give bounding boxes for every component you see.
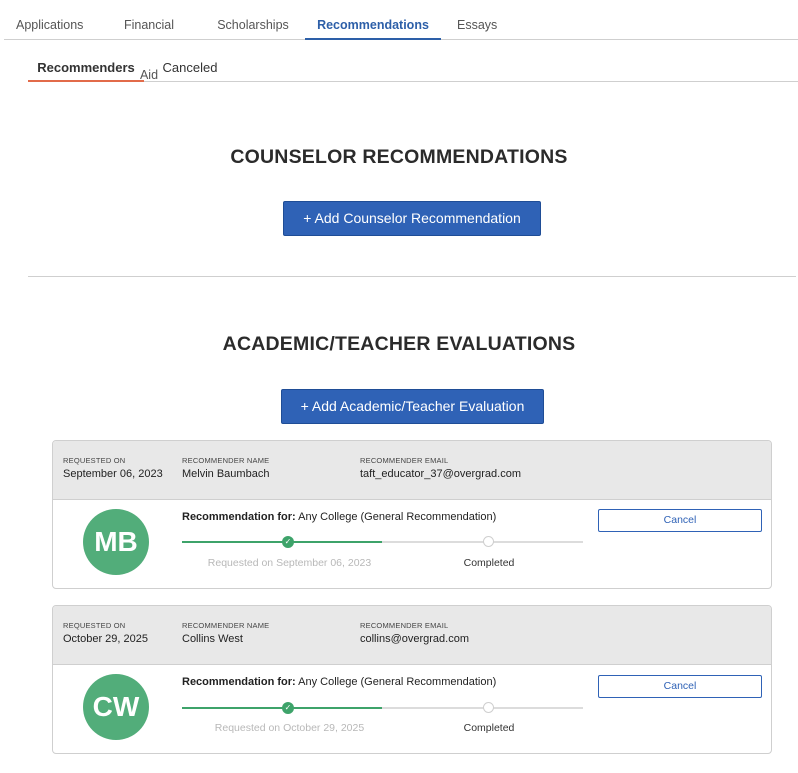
recommender-email-label: RECOMMENDER EMAIL — [360, 621, 449, 630]
recommender-name-value: Collins West — [182, 633, 243, 645]
recommender-name-label: RECOMMENDER NAME — [182, 621, 270, 630]
tab-recommendations[interactable]: Recommendations — [305, 0, 441, 40]
requested-on-label: REQUESTED ON — [63, 621, 126, 630]
check-icon: ✓ — [282, 536, 294, 548]
recommendation-for-value: Any College (General Recommendation) — [298, 676, 497, 688]
progress-track — [182, 537, 583, 546]
cancel-button[interactable]: Cancel — [598, 509, 762, 532]
avatar: MB — [83, 509, 149, 575]
avatar: CW — [83, 674, 149, 740]
recommender-email-label: RECOMMENDER EMAIL — [360, 456, 449, 465]
recommendation-for — [182, 511, 496, 523]
tab-financial-aid[interactable]: Financial Aid — [123, 18, 175, 82]
academic-section-title: ACADEMIC/TEACHER EVALUATIONS — [222, 333, 576, 355]
subtab-recommenders[interactable]: Recommenders — [28, 52, 144, 82]
cancel-button[interactable]: Cancel — [598, 675, 762, 698]
completed-step-label: Completed — [463, 557, 515, 569]
completed-step-label: Completed — [463, 722, 515, 734]
add-academic-evaluation-button[interactable]: + Add Academic/Teacher Evaluation — [281, 389, 544, 424]
sub-nav-tabs — [28, 52, 798, 82]
card-header — [53, 441, 771, 500]
tab-applications[interactable]: Applications — [16, 18, 84, 32]
recommender-name-label: RECOMMENDER NAME — [182, 456, 270, 465]
tab-essays[interactable]: Essays — [457, 18, 498, 32]
pending-step-icon — [483, 536, 494, 547]
section-divider — [28, 276, 796, 277]
requested-on-value: October 29, 2025 — [63, 633, 149, 645]
recommendation-for — [182, 676, 496, 688]
card-header — [53, 606, 771, 665]
subtab-canceled[interactable]: Canceled — [162, 60, 218, 75]
recommender-name-value: Melvin Baumbach — [182, 468, 270, 480]
requested-step-label: Requested on September 06, 2023 — [207, 557, 372, 569]
recommendation-for-label: Recommendation for: — [182, 676, 296, 688]
add-counselor-recommendation-button[interactable]: + Add Counselor Recommendation — [283, 201, 541, 236]
requested-step-label: Requested on October 29, 2025 — [214, 722, 365, 734]
recommender-email-value: taft_educator_37@overgrad.com — [360, 468, 521, 480]
requested-on-label: REQUESTED ON — [63, 456, 126, 465]
check-icon: ✓ — [282, 702, 294, 714]
recommender-card — [52, 605, 772, 754]
recommender-email-value: collins@overgrad.com — [360, 633, 469, 645]
requested-on-value: September 06, 2023 — [63, 468, 163, 480]
tab-scholarships[interactable]: Scholarships — [217, 18, 289, 32]
pending-step-icon — [483, 702, 494, 713]
recommendation-for-label: Recommendation for: — [182, 511, 296, 523]
recommender-card — [52, 440, 772, 589]
counselor-section-title: COUNSELOR RECOMMENDATIONS — [230, 146, 568, 168]
recommendation-for-value: Any College (General Recommendation) — [298, 511, 497, 523]
progress-track — [182, 703, 583, 712]
